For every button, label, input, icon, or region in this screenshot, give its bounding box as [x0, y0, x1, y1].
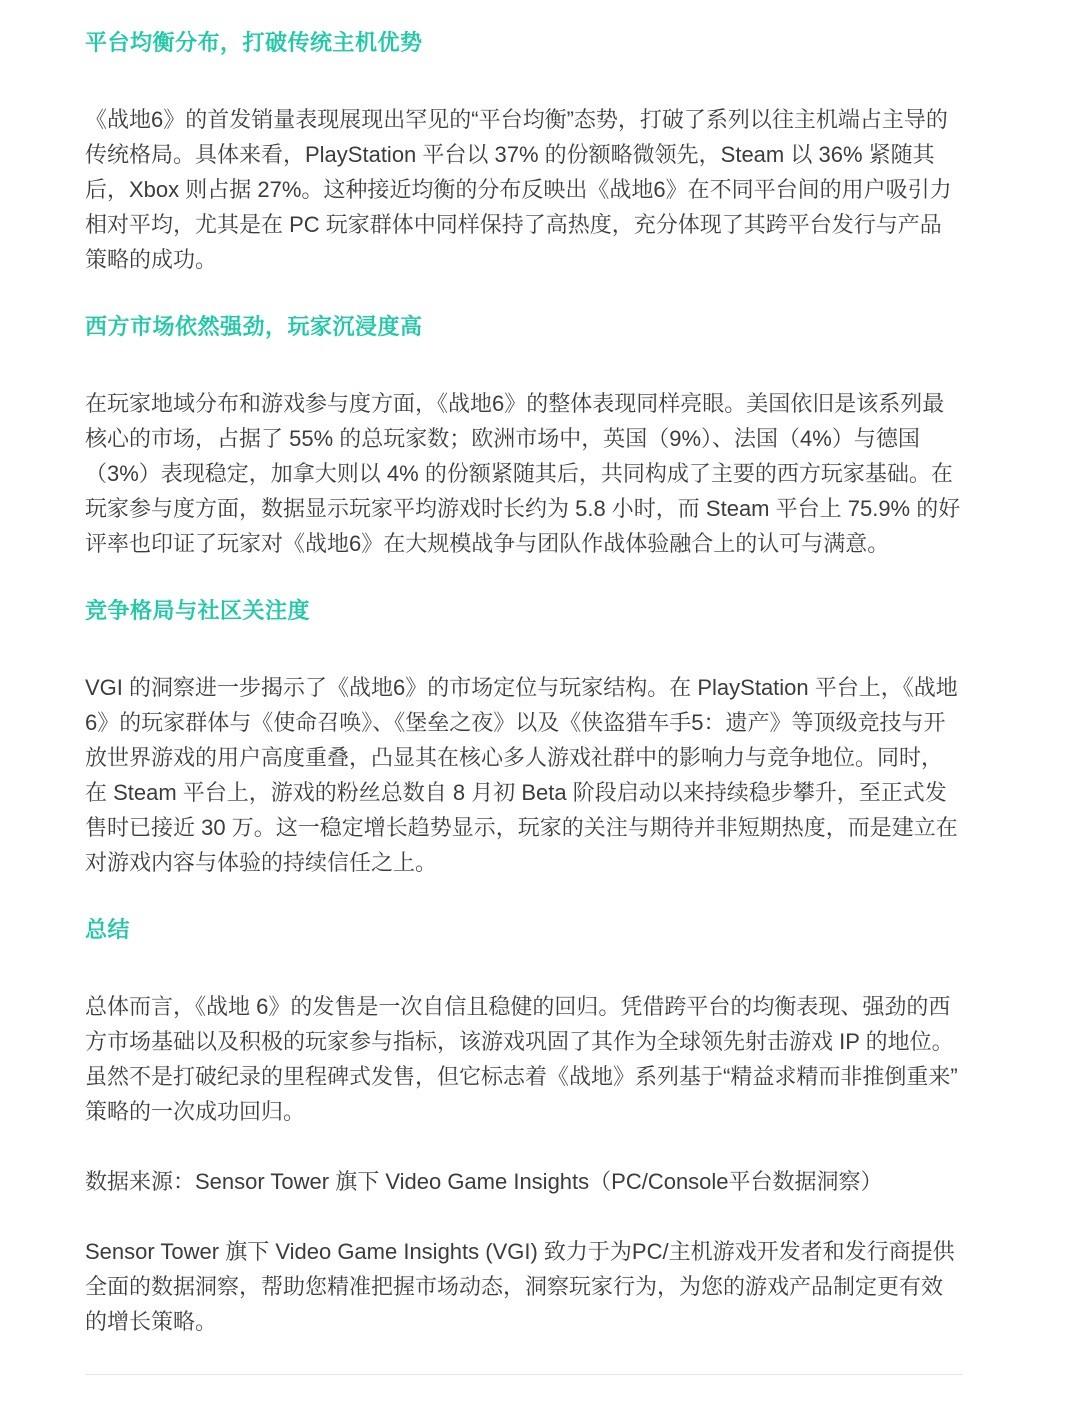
- section-heading: 平台均衡分布，打破传统主机优势: [85, 30, 423, 55]
- section-heading: 总结: [85, 917, 131, 942]
- section-western-market: [85, 312, 963, 561]
- section-paragraph: 《战地6》的首发销量表现展现出罕见的“平台均衡”态势，打破了系列以往主机端占主导的传统格局。具体来看，PlayStation 平台以 37% 的份额略微领先，Steam 以 36% 紧随其后，Xbox 则占据 27%。这种接近均衡的分布反映出《战地6》在不同平台间的用户吸引力相对平均，尤其是在 PC 玩家群体中同样保持了高热度，充分体现了其跨平台发行与产品策略的成功。: [85, 107, 952, 272]
- section-paragraph: 在玩家地域分布和游戏参与度方面，《战地6》的整体表现同样亮眼。美国依旧是该系列最核心的市场，占据了 55% 的总玩家数；欧洲市场中，英国（9%）、法国（4%）与德国（3%）表现稳定，加拿大则以 4% 的份额紧随其后，共同构成了主要的西方玩家基础。在玩家参与度方面，数据显示玩家平均游戏时长约为 5.8 小时，而 Steam 平台上 75.9% 的好评率也印证了玩家对《战地6》在大规模战争与团队作战体验融合上的认可与满意。: [85, 391, 961, 556]
- data-source-line: 数据来源：Sensor Tower 旗下 Video Game Insights（PC/Console平台数据洞察）: [85, 1169, 883, 1194]
- section-platform-balance: [85, 28, 963, 277]
- bottom-divider: [85, 1374, 963, 1375]
- section-heading: 竞争格局与社区关注度: [85, 598, 311, 623]
- section-competition-community: [85, 596, 963, 880]
- section-heading: 西方市场依然强劲，玩家沉浸度高: [85, 314, 423, 339]
- section-summary: [85, 915, 963, 1129]
- about-vgi-paragraph: Sensor Tower 旗下 Video Game Insights (VGI) 致力于为PC/主机游戏开发者和发行商提供全面的数据洞察，帮助您精准把握市场动态，洞察玩家行为，为您的游戏产品制定更有效的增长策略。: [85, 1239, 955, 1334]
- section-paragraph: 总体而言，《战地 6》的发售是一次自信且稳健的回归。凭借跨平台的均衡表现、强劲的西方市场基础以及积极的玩家参与指标，该游戏巩固了其作为全球领先射击游戏 IP 的地位。虽然不是打破纪录的里程碑式发售，但它标志着《战地》系列基于“精益求精而非推倒重来”策略的一次成功回归。: [85, 994, 958, 1124]
- section-paragraph: VGI 的洞察进一步揭示了《战地6》的市场定位与玩家结构。在 PlayStation 平台上，《战地6》的玩家群体与《使命召唤》、《堡垒之夜》以及《侠盗猎车手5：遗产》等顶级竞技与开放世界游戏的用户高度重叠，凸显其在核心多人游戏社群中的影响力与竞争地位。同时，在 Steam 平台上，游戏的粉丝总数自 8 月初 Beta 阶段启动以来持续稳步攀升，至正式发售时已接近 30 万。这一稳定增长趋势显示，玩家的关注与期待并非短期热度，而是建立在对游戏内容与体验的持续信任之上。: [85, 675, 958, 875]
